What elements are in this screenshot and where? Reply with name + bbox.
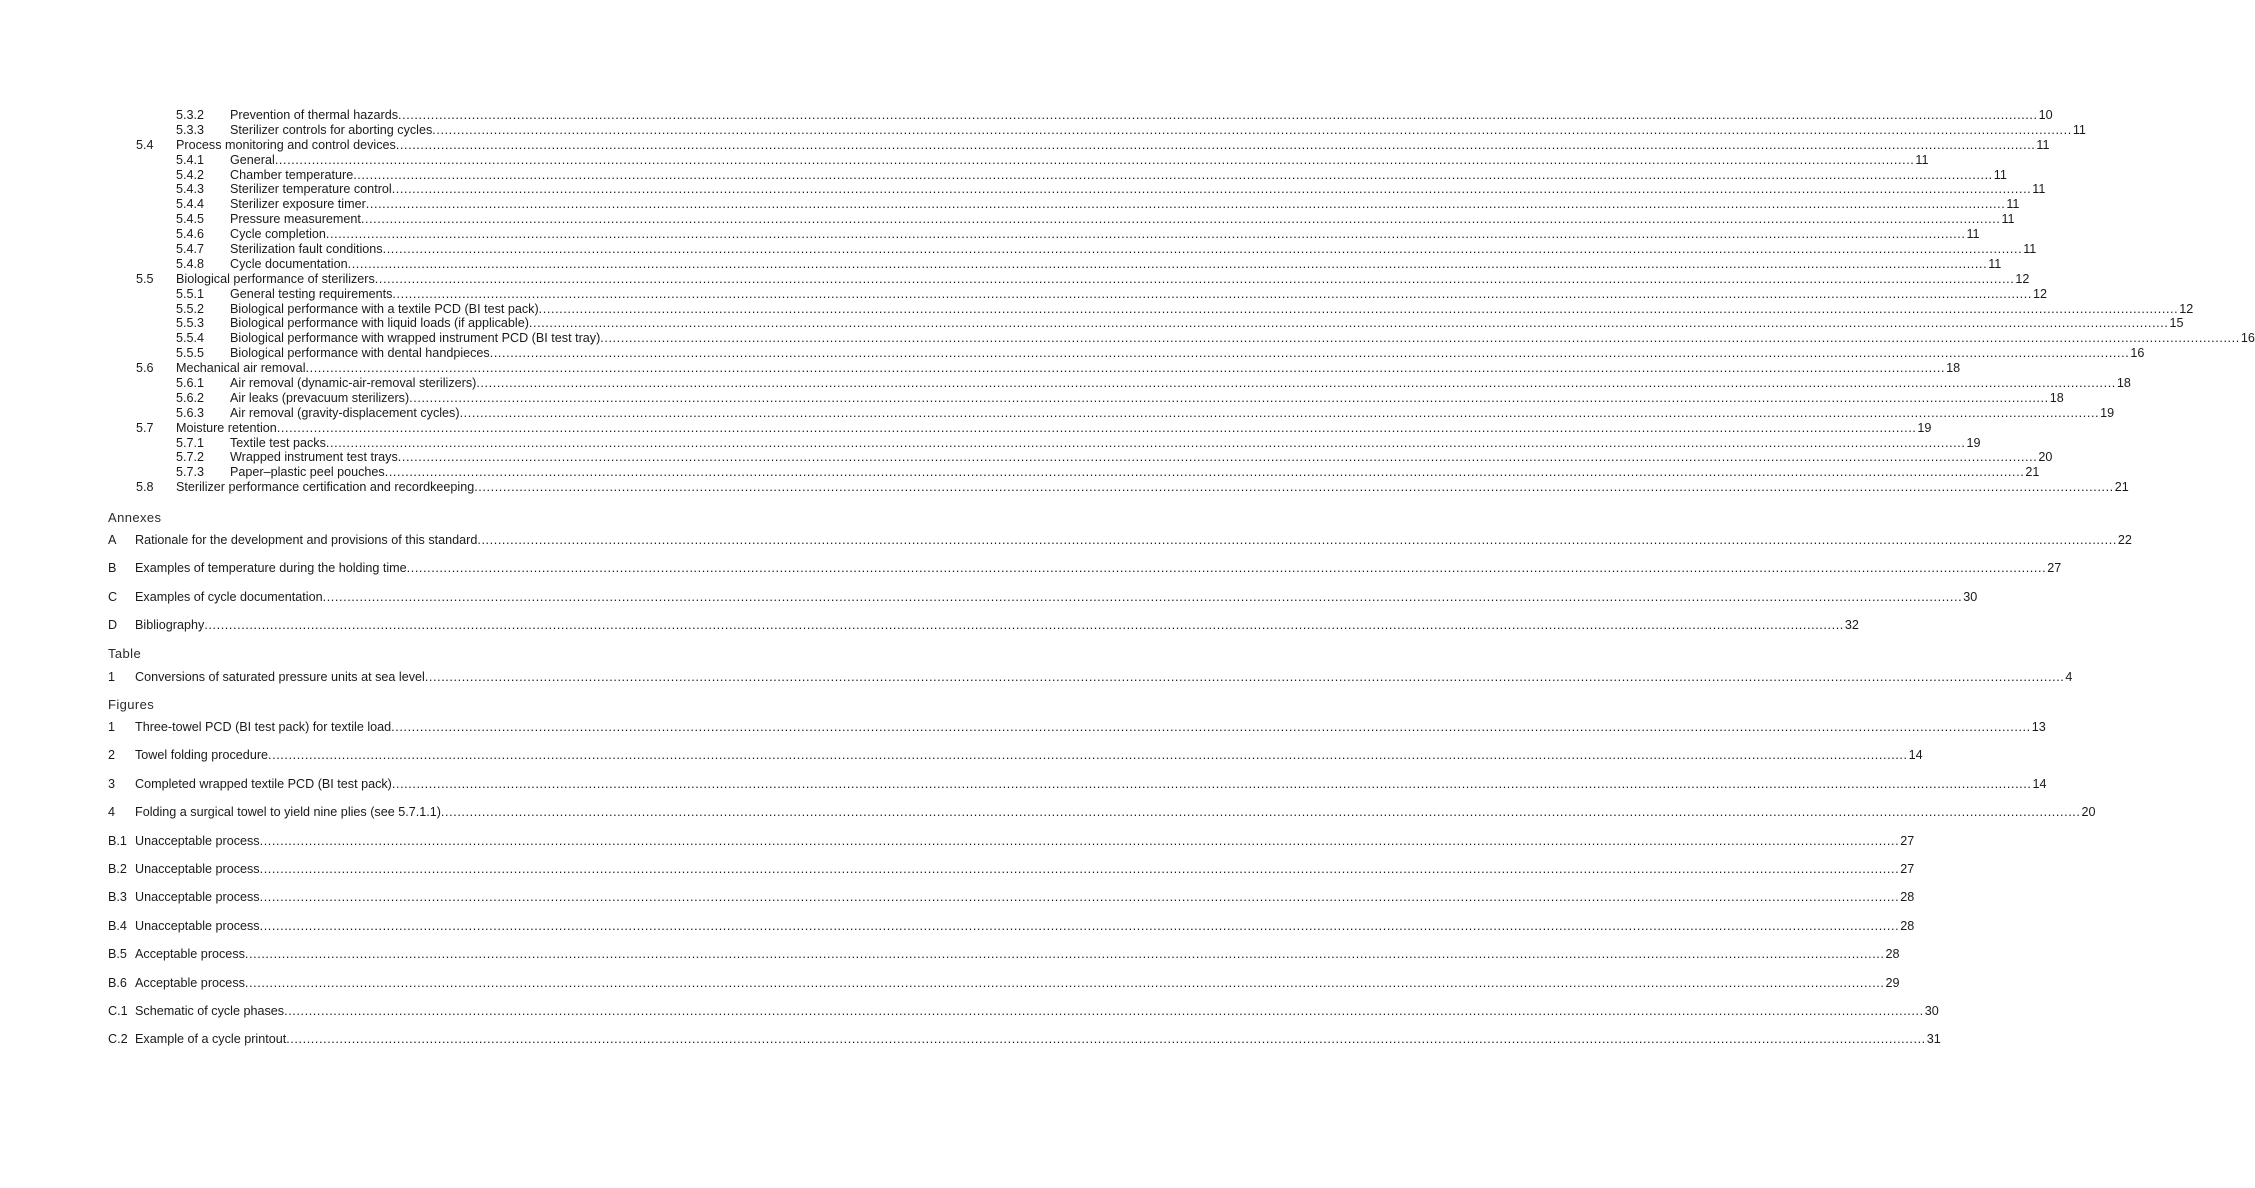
toc-entry-number: C.2 — [108, 1032, 128, 1047]
dot-leader: ................................................................................................................................................................................................................................................................................................................................................................................................................ — [384, 465, 2025, 480]
toc-entry-number: 5.7.3 — [176, 465, 205, 480]
toc-entry-title[interactable]: Textile test packs — [230, 435, 326, 450]
toc-entry-title[interactable]: Air removal (gravity-displacement cycles) — [230, 405, 460, 420]
toc-entry-number: 5.5.1 — [176, 286, 205, 301]
toc-entry[interactable] — [0, 376, 2131, 391]
toc-entry-number: 5.5.2 — [176, 301, 205, 316]
toc-entry-number: 5.4.3 — [176, 182, 205, 197]
toc-entry-title[interactable]: Air removal (dynamic-air-removal sterilizers) — [230, 376, 477, 391]
toc-entry-number: 5.6.3 — [176, 405, 205, 420]
toc-entry-number: 5.6 — [136, 361, 154, 376]
toc-entry[interactable] — [0, 346, 2145, 361]
toc-entry-title[interactable]: Three-towel PCD (BI test pack) for textile load — [135, 720, 392, 734]
toc-entry-page[interactable]: 19 — [1917, 420, 1932, 435]
toc-entry-number: 3 — [108, 776, 116, 791]
toc-entry[interactable] — [0, 361, 1961, 376]
toc-entry-page[interactable]: 12 — [2179, 301, 2194, 316]
toc-entry-page[interactable]: 11 — [2001, 212, 2015, 227]
toc-entry-page[interactable]: 13 — [2031, 720, 2046, 734]
toc-entry[interactable] — [0, 776, 2047, 792]
dot-leader: ................................................................................................................................................................................................................................................................................................................................................................................................................ — [459, 405, 2100, 420]
dot-leader: ................................................................................................................................................................................................................................................................................................................................................................................................................ — [268, 748, 1908, 763]
dot-leader: ................................................................................................................................................................................................................................................................................................................................................................................................................ — [259, 833, 1900, 848]
toc-entry-title[interactable]: Biological performance with a textile PCD (BI test pack) — [230, 301, 539, 316]
toc-entry-page[interactable]: 27 — [1900, 862, 1915, 876]
toc-entry[interactable] — [0, 167, 2007, 183]
toc-entry-number: B.5 — [108, 947, 127, 962]
toc-entry-title[interactable]: Towel folding procedure — [135, 748, 269, 763]
toc-entry-number: C.1 — [108, 1004, 128, 1018]
toc-entry-page[interactable]: 14 — [1908, 748, 1923, 763]
toc-entry-title[interactable]: Examples of cycle documentation — [135, 590, 323, 604]
dot-leader: ................................................................................................................................................................................................................................................................................................................................................................................................................ — [276, 420, 1917, 435]
toc-entry-number: 5.5 — [136, 271, 154, 286]
dot-leader: ................................................................................................................................................................................................................................................................................................................................................................................................................ — [244, 947, 1885, 962]
toc-entry-number: B.3 — [108, 890, 127, 905]
table-heading: Table — [108, 646, 142, 661]
toc-entry[interactable] — [0, 450, 2053, 465]
toc-entry-number: 5.7.1 — [176, 435, 205, 450]
toc-entry-page[interactable]: 10 — [2038, 108, 2053, 122]
toc-entry-title[interactable]: Wrapped instrument test trays — [230, 450, 398, 465]
dot-leader: ................................................................................................................................................................................................................................................................................................................................................................................................................ — [489, 346, 2130, 361]
toc-entry-title[interactable]: Rationale for the development and provisions of this standard — [135, 533, 478, 547]
toc-entry[interactable] — [0, 669, 2073, 685]
dot-leader: ................................................................................................................................................................................................................................................................................................................................................................................................................ — [397, 450, 2038, 465]
dot-leader: ................................................................................................................................................................................................................................................................................................................................................................................................................ — [382, 242, 2023, 257]
toc-entry-number: 5.4.7 — [176, 242, 205, 257]
toc-entry-page[interactable]: 27 — [2047, 561, 2062, 575]
toc-entry-page[interactable]: 32 — [1844, 618, 1859, 632]
toc-entry-title[interactable]: Sterilizer temperature control — [230, 182, 392, 197]
dot-leader: ................................................................................................................................................................................................................................................................................................................................................................................................................ — [284, 1004, 1924, 1018]
dot-leader: ................................................................................................................................................................................................................................................................................................................................................................................................................ — [391, 720, 2031, 734]
toc-entry-page[interactable]: 18 — [2049, 390, 2064, 405]
toc-entry[interactable] — [0, 861, 1915, 877]
toc-entry[interactable] — [0, 331, 2255, 346]
dot-leader: ................................................................................................................................................................................................................................................................................................................................................................................................................ — [476, 376, 2116, 391]
dot-leader: ................................................................................................................................................................................................................................................................................................................................................................................................................ — [424, 670, 2065, 684]
dot-leader: ................................................................................................................................................................................................................................................................................................................................................................................................................ — [406, 561, 2047, 575]
figures-heading: Figures — [108, 697, 155, 712]
toc-entry-number: A — [108, 533, 117, 547]
toc-entry-page[interactable]: 16 — [2240, 331, 2255, 346]
dot-leader: ................................................................................................................................................................................................................................................................................................................................................................................................................ — [391, 182, 2032, 197]
dot-leader: ................................................................................................................................................................................................................................................................................................................................................................................................................ — [244, 975, 1885, 990]
dot-leader: ................................................................................................................................................................................................................................................................................................................................................................................................................ — [395, 137, 2036, 152]
dot-leader: ................................................................................................................................................................................................................................................................................................................................................................................................................ — [325, 227, 1966, 242]
dot-leader: ................................................................................................................................................................................................................................................................................................................................................................................................................ — [440, 805, 2081, 820]
toc-entry[interactable] — [0, 465, 2040, 480]
dot-leader: ................................................................................................................................................................................................................................................................................................................................................................................................................ — [528, 316, 2169, 331]
toc-entry-page[interactable]: 11 — [2006, 197, 2020, 212]
toc-entry-page[interactable]: 19 — [1966, 435, 1981, 450]
toc-entry-number: 5.4 — [136, 137, 154, 152]
toc-entry[interactable] — [0, 617, 1859, 633]
toc-entry-title[interactable]: Unacceptable process — [135, 862, 260, 876]
toc-entry-number: 5.3.3 — [176, 122, 205, 137]
toc-entry-title[interactable]: Biological performance with wrapped instrument PCD (BI test tray) — [230, 331, 601, 346]
toc-entry-page[interactable]: 11 — [1966, 227, 1980, 242]
toc-entry-title[interactable]: Sterilizer exposure timer — [230, 197, 366, 212]
toc-entry-page[interactable]: 30 — [1924, 1004, 1939, 1018]
toc-entry[interactable] — [0, 108, 2053, 123]
dot-leader: ................................................................................................................................................................................................................................................................................................................................................................................................................ — [374, 271, 2015, 286]
toc-entry-number: 1 — [108, 720, 116, 734]
toc-entry-title[interactable]: Sterilizer performance certification and recordkeeping — [176, 480, 475, 495]
toc-entry-page[interactable]: 11 — [2023, 242, 2037, 257]
toc-entry-page[interactable]: 11 — [1915, 152, 1929, 167]
toc-entry-number: 1 — [108, 670, 116, 684]
toc-entry-number: B.2 — [108, 862, 127, 876]
toc-entry-number: 2 — [108, 748, 116, 763]
toc-entry-title[interactable]: Acceptable process — [135, 947, 245, 962]
toc-entry-title[interactable]: Examples of temperature during the holding time — [135, 561, 407, 575]
toc-entry[interactable] — [0, 1031, 1941, 1047]
toc-entry[interactable] — [0, 560, 2062, 576]
toc-entry-page[interactable]: 12 — [2015, 271, 2030, 286]
toc-entry[interactable] — [0, 301, 2194, 317]
toc-entry-number: B.1 — [108, 833, 127, 848]
toc-entry[interactable] — [0, 435, 1981, 451]
toc-entry-page[interactable]: 20 — [2038, 450, 2053, 465]
toc-entry-number: 5.6.2 — [176, 390, 205, 405]
toc-entry-number: 5.4.2 — [176, 167, 205, 182]
toc-entry-page[interactable]: 21 — [2114, 480, 2129, 495]
toc-entry[interactable] — [0, 122, 2086, 138]
toc-entry[interactable] — [0, 975, 1900, 991]
toc-entry-number: B.4 — [108, 918, 127, 933]
toc-entry[interactable] — [0, 316, 2184, 331]
toc-entry-page[interactable]: 21 — [2025, 465, 2040, 480]
dot-leader: ................................................................................................................................................................................................................................................................................................................................................................................................................ — [360, 212, 2001, 227]
toc-entry[interactable] — [0, 271, 2030, 287]
toc-entry-title[interactable]: Pressure measurement — [230, 212, 361, 227]
dot-leader: ................................................................................................................................................................................................................................................................................................................................................................................................................ — [353, 167, 1993, 182]
toc-entry-page[interactable]: 22 — [2117, 533, 2132, 547]
toc-entry-page[interactable]: 28 — [1885, 947, 1900, 962]
toc-entry-number: 4 — [108, 805, 116, 820]
toc-entry-title[interactable]: General testing requirements — [230, 286, 393, 301]
dot-leader: ................................................................................................................................................................................................................................................................................................................................................................................................................ — [347, 256, 1988, 271]
toc-entry-page[interactable]: 15 — [2169, 316, 2184, 331]
toc-entry[interactable] — [0, 833, 1915, 849]
toc-entry[interactable] — [0, 390, 2064, 406]
toc-entry[interactable] — [0, 532, 2132, 548]
toc-entry-page[interactable]: 14 — [2032, 776, 2047, 791]
toc-entry-page[interactable]: 28 — [1900, 890, 1915, 905]
annexes-heading: Annexes — [108, 510, 162, 525]
toc-entry[interactable] — [0, 480, 2129, 495]
toc-entry-title[interactable]: Example of a cycle printout — [135, 1032, 287, 1047]
dot-leader: ................................................................................................................................................................................................................................................................................................................................................................................................................ — [274, 152, 1915, 167]
toc-entry-number: D — [108, 618, 118, 632]
toc-entry-number: 5.7.2 — [176, 450, 205, 465]
toc-entry-number: C — [108, 590, 118, 604]
toc-entry-title[interactable]: Unacceptable process — [135, 918, 260, 933]
toc-entry[interactable] — [0, 405, 2115, 421]
toc-entry-page[interactable]: 19 — [2100, 405, 2115, 420]
dot-leader: ................................................................................................................................................................................................................................................................................................................................................................................................................ — [391, 776, 2032, 791]
toc-entry-page[interactable]: 12 — [2032, 286, 2047, 301]
toc-entry-page[interactable]: 11 — [1988, 256, 2002, 271]
toc-entry-page[interactable]: 20 — [2081, 805, 2096, 820]
toc-entry-title[interactable]: Unacceptable process — [135, 833, 260, 848]
toc-entry-title[interactable]: Process monitoring and control devices — [176, 137, 396, 152]
toc-entry-number: B.6 — [108, 975, 127, 990]
toc-entry-number: 5.7 — [136, 420, 154, 435]
toc-entry[interactable] — [0, 197, 2020, 212]
toc-entry-title[interactable]: Sterilization fault conditions — [230, 242, 383, 257]
dot-leader: ................................................................................................................................................................................................................................................................................................................................................................................................................ — [365, 197, 2006, 212]
toc-entry-title[interactable]: Bibliography — [135, 618, 205, 632]
toc-entry-number: 5.4.8 — [176, 256, 205, 271]
toc-entry-number: 5.6.1 — [176, 376, 205, 391]
toc-entry-number: 5.4.5 — [176, 212, 205, 227]
toc-entry-title[interactable]: Cycle documentation — [230, 256, 348, 271]
toc-entry-page[interactable]: 4 — [2065, 670, 2073, 684]
dot-leader: ................................................................................................................................................................................................................................................................................................................................................................................................................ — [600, 331, 2240, 346]
toc-entry-page[interactable]: 27 — [1900, 833, 1915, 848]
dot-leader: ................................................................................................................................................................................................................................................................................................................................................................................................................ — [259, 890, 1900, 905]
toc-entry-page[interactable]: 31 — [1926, 1032, 1941, 1047]
dot-leader: ................................................................................................................................................................................................................................................................................................................................................................................................................ — [204, 618, 1844, 632]
toc-entry-title[interactable]: Cycle completion — [230, 227, 326, 242]
toc-entry-title[interactable]: Folding a surgical towel to yield nine plies (see 5.7.1.1) — [135, 805, 441, 820]
toc-entry-title[interactable]: Acceptable process — [135, 975, 245, 990]
toc-entry[interactable] — [0, 589, 1978, 605]
dot-leader: ................................................................................................................................................................................................................................................................................................................................................................................................................ — [474, 480, 2114, 495]
toc-entry-title[interactable]: Sterilizer controls for aborting cycles — [230, 122, 433, 137]
toc-entry[interactable] — [0, 137, 2050, 153]
toc-entry[interactable] — [0, 804, 2096, 820]
dot-leader: ................................................................................................................................................................................................................................................................................................................................................................................................................ — [259, 862, 1900, 876]
toc-entry-title[interactable]: Mechanical air removal — [176, 361, 306, 376]
toc-entry-title[interactable]: Biological performance with dental handpieces — [230, 346, 490, 361]
toc-entry-title[interactable]: Moisture retention — [176, 420, 277, 435]
toc-subsection-list — [0, 108, 2255, 495]
toc-entry[interactable] — [0, 256, 2002, 272]
toc-entry[interactable] — [0, 227, 1980, 242]
toc-entry-number: 5.5.3 — [176, 316, 205, 331]
toc-entry-number: 5.5.4 — [176, 331, 205, 346]
toc-entry[interactable] — [0, 719, 2046, 735]
toc-entry[interactable] — [0, 182, 2046, 197]
toc-entry[interactable] — [0, 946, 1900, 962]
toc-entry-number: 5.5.5 — [176, 346, 205, 361]
toc-entry-title[interactable]: General — [230, 152, 275, 167]
dot-leader: ................................................................................................................................................................................................................................................................................................................................................................................................................ — [432, 122, 2072, 137]
toc-entry[interactable] — [0, 286, 2047, 302]
toc-entry[interactable] — [0, 420, 1932, 436]
toc-entry-number: 5.4.1 — [176, 152, 205, 167]
dot-leader: ................................................................................................................................................................................................................................................................................................................................................................................................................ — [259, 918, 1900, 933]
toc-entry-number: 5.4.6 — [176, 227, 205, 242]
toc-entry-page[interactable]: 11 — [2036, 137, 2050, 152]
toc-entry-page[interactable]: 18 — [2116, 376, 2131, 391]
dot-leader: ................................................................................................................................................................................................................................................................................................................................................................................................................ — [392, 286, 2032, 301]
toc-entry-number: B — [108, 561, 117, 575]
toc-entry-page[interactable]: 29 — [1885, 975, 1900, 990]
toc-entry[interactable] — [0, 242, 2037, 257]
toc-entry-page[interactable]: 30 — [1963, 590, 1978, 604]
toc-entry[interactable] — [0, 1003, 1939, 1019]
toc-entry[interactable] — [0, 212, 2015, 227]
toc-entry[interactable] — [0, 152, 1929, 168]
toc-entry-number: 5.4.4 — [176, 197, 205, 212]
dot-leader: ................................................................................................................................................................................................................................................................................................................................................................................................................ — [409, 390, 2049, 405]
toc-entry-page[interactable]: 16 — [2130, 346, 2145, 361]
toc-entry-page[interactable]: 11 — [2072, 122, 2086, 137]
dot-leader: ................................................................................................................................................................................................................................................................................................................................................................................................................ — [477, 533, 2117, 547]
toc-entry-title[interactable]: Biological performance with liquid loads (if applicable) — [230, 316, 529, 331]
dot-leader: ................................................................................................................................................................................................................................................................................................................................................................................................................ — [538, 301, 2179, 316]
toc-entry-page[interactable]: 18 — [1946, 361, 1961, 376]
toc-entry-page[interactable]: 28 — [1900, 918, 1915, 933]
toc-entry-title[interactable]: Paper–plastic peel pouches — [230, 465, 385, 480]
toc-entry-title[interactable]: Unacceptable process — [135, 890, 260, 905]
toc-entry[interactable] — [0, 918, 1915, 934]
toc-entry-title[interactable]: Chamber temperature — [230, 167, 354, 182]
toc-entry[interactable] — [0, 747, 1923, 763]
toc-entry-page[interactable]: 11 — [2032, 182, 2046, 197]
dot-leader: ................................................................................................................................................................................................................................................................................................................................................................................................................ — [286, 1032, 1926, 1047]
dot-leader: ................................................................................................................................................................................................................................................................................................................................................................................................................ — [398, 108, 2038, 122]
toc-entry-number: 5.3.2 — [176, 108, 205, 122]
toc-entry-title[interactable]: Schematic of cycle phases — [135, 1004, 285, 1018]
toc-entry-title[interactable]: Completed wrapped textile PCD (BI test pack) — [135, 776, 392, 791]
toc-entry[interactable] — [0, 889, 1915, 905]
toc-entry-title[interactable]: Prevention of thermal hazards — [230, 108, 399, 122]
dot-leader: ................................................................................................................................................................................................................................................................................................................................................................................................................ — [322, 590, 1963, 604]
dot-leader: ................................................................................................................................................................................................................................................................................................................................................................................................................ — [305, 361, 1946, 376]
toc-entry-number: 5.8 — [136, 480, 154, 495]
toc-entry-title[interactable]: Conversions of saturated pressure units at sea level — [135, 670, 425, 684]
dot-leader: ................................................................................................................................................................................................................................................................................................................................................................................................................ — [325, 435, 1966, 450]
toc-entry-title[interactable]: Biological performance of sterilizers — [176, 271, 375, 286]
toc-entry-page[interactable]: 11 — [1993, 167, 2007, 182]
toc-entry-title[interactable]: Air leaks (prevacuum sterilizers) — [230, 390, 410, 405]
